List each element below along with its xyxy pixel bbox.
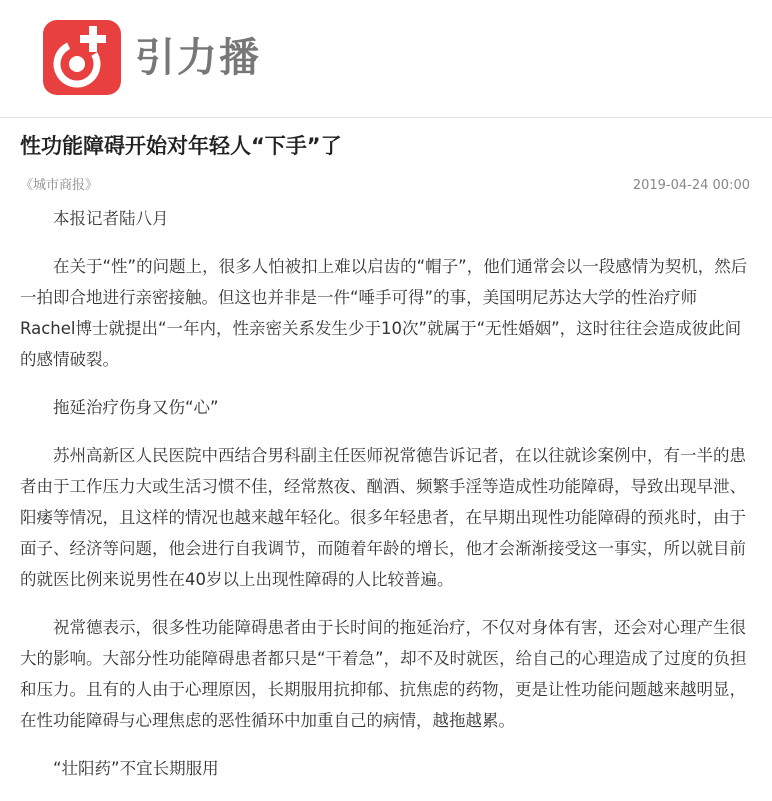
article-paragraph: 在关于“性”的问题上，很多人怕被扣上难以启齿的“帽子”，他们通常会以一段感情为契机，然后一拍即合地进行亲密接触。但这也并非是一件“唾手可得”的事，美国明尼苏达大学的性治疗师Rachel博士就提出“一年内，性亲密关系发生少于10次”就属于“无性婚姻”，这时往往会造成彼此间的感情破裂。 [20, 257, 748, 369]
site-header [0, 0, 772, 118]
article-paragraph: 祝常德表示，很多性功能障碍患者由于长时间的拖延治疗，不仅对身体有害，还会对心理产生很大的影响。大部分性功能障碍患者都只是“干着急”，却不及时就医，给自己的心理造成了过度的负担和压力。且有的人由于心理原因，长期服用抗抑郁、抗焦虑的药物，更是让性功能问题越来越明显，在性功能障碍与心理焦虑的恶性循环中加重自己的病情，越拖越累。 [20, 618, 747, 730]
article-paragraph: 苏州高新区人民医院中西结合男科副主任医师祝常德告诉记者，在以往就诊案例中，有一半的患者由于工作压力大或生活习惯不佳，经常熬夜、酗酒、频繁手淫等造成性功能障碍，导致出现早泄、阳痿等情况，且这样的情况也越来越年轻化。很多年轻患者，在早期出现性功能障碍的预兆时，由于面子、经济等问题，他会进行自我调节，而随着年龄的增长，他才会渐渐接受这一事实，所以就目前的就医比例来说男性在40岁以上出现性障碍的人比较普遍。 [20, 446, 746, 589]
logo-text[interactable]: 引力播 [135, 35, 261, 81]
article-subheading: 拖延治疗伤身又伤“心” [53, 398, 219, 417]
article-body [20, 203, 750, 801]
article-subheading: “壮阳药”不宜长期服用 [53, 759, 219, 778]
yinlibo-logo-icon[interactable] [43, 20, 121, 95]
article-title: 性功能障碍开始对年轻人“下手”了 [20, 134, 342, 158]
article-source: 《城市商报》 [20, 178, 99, 193]
article-meta [20, 176, 750, 196]
article-date: 2019-04-24 00:00 [632, 178, 750, 193]
article-paragraph: 本报记者陆八月 [53, 209, 169, 228]
